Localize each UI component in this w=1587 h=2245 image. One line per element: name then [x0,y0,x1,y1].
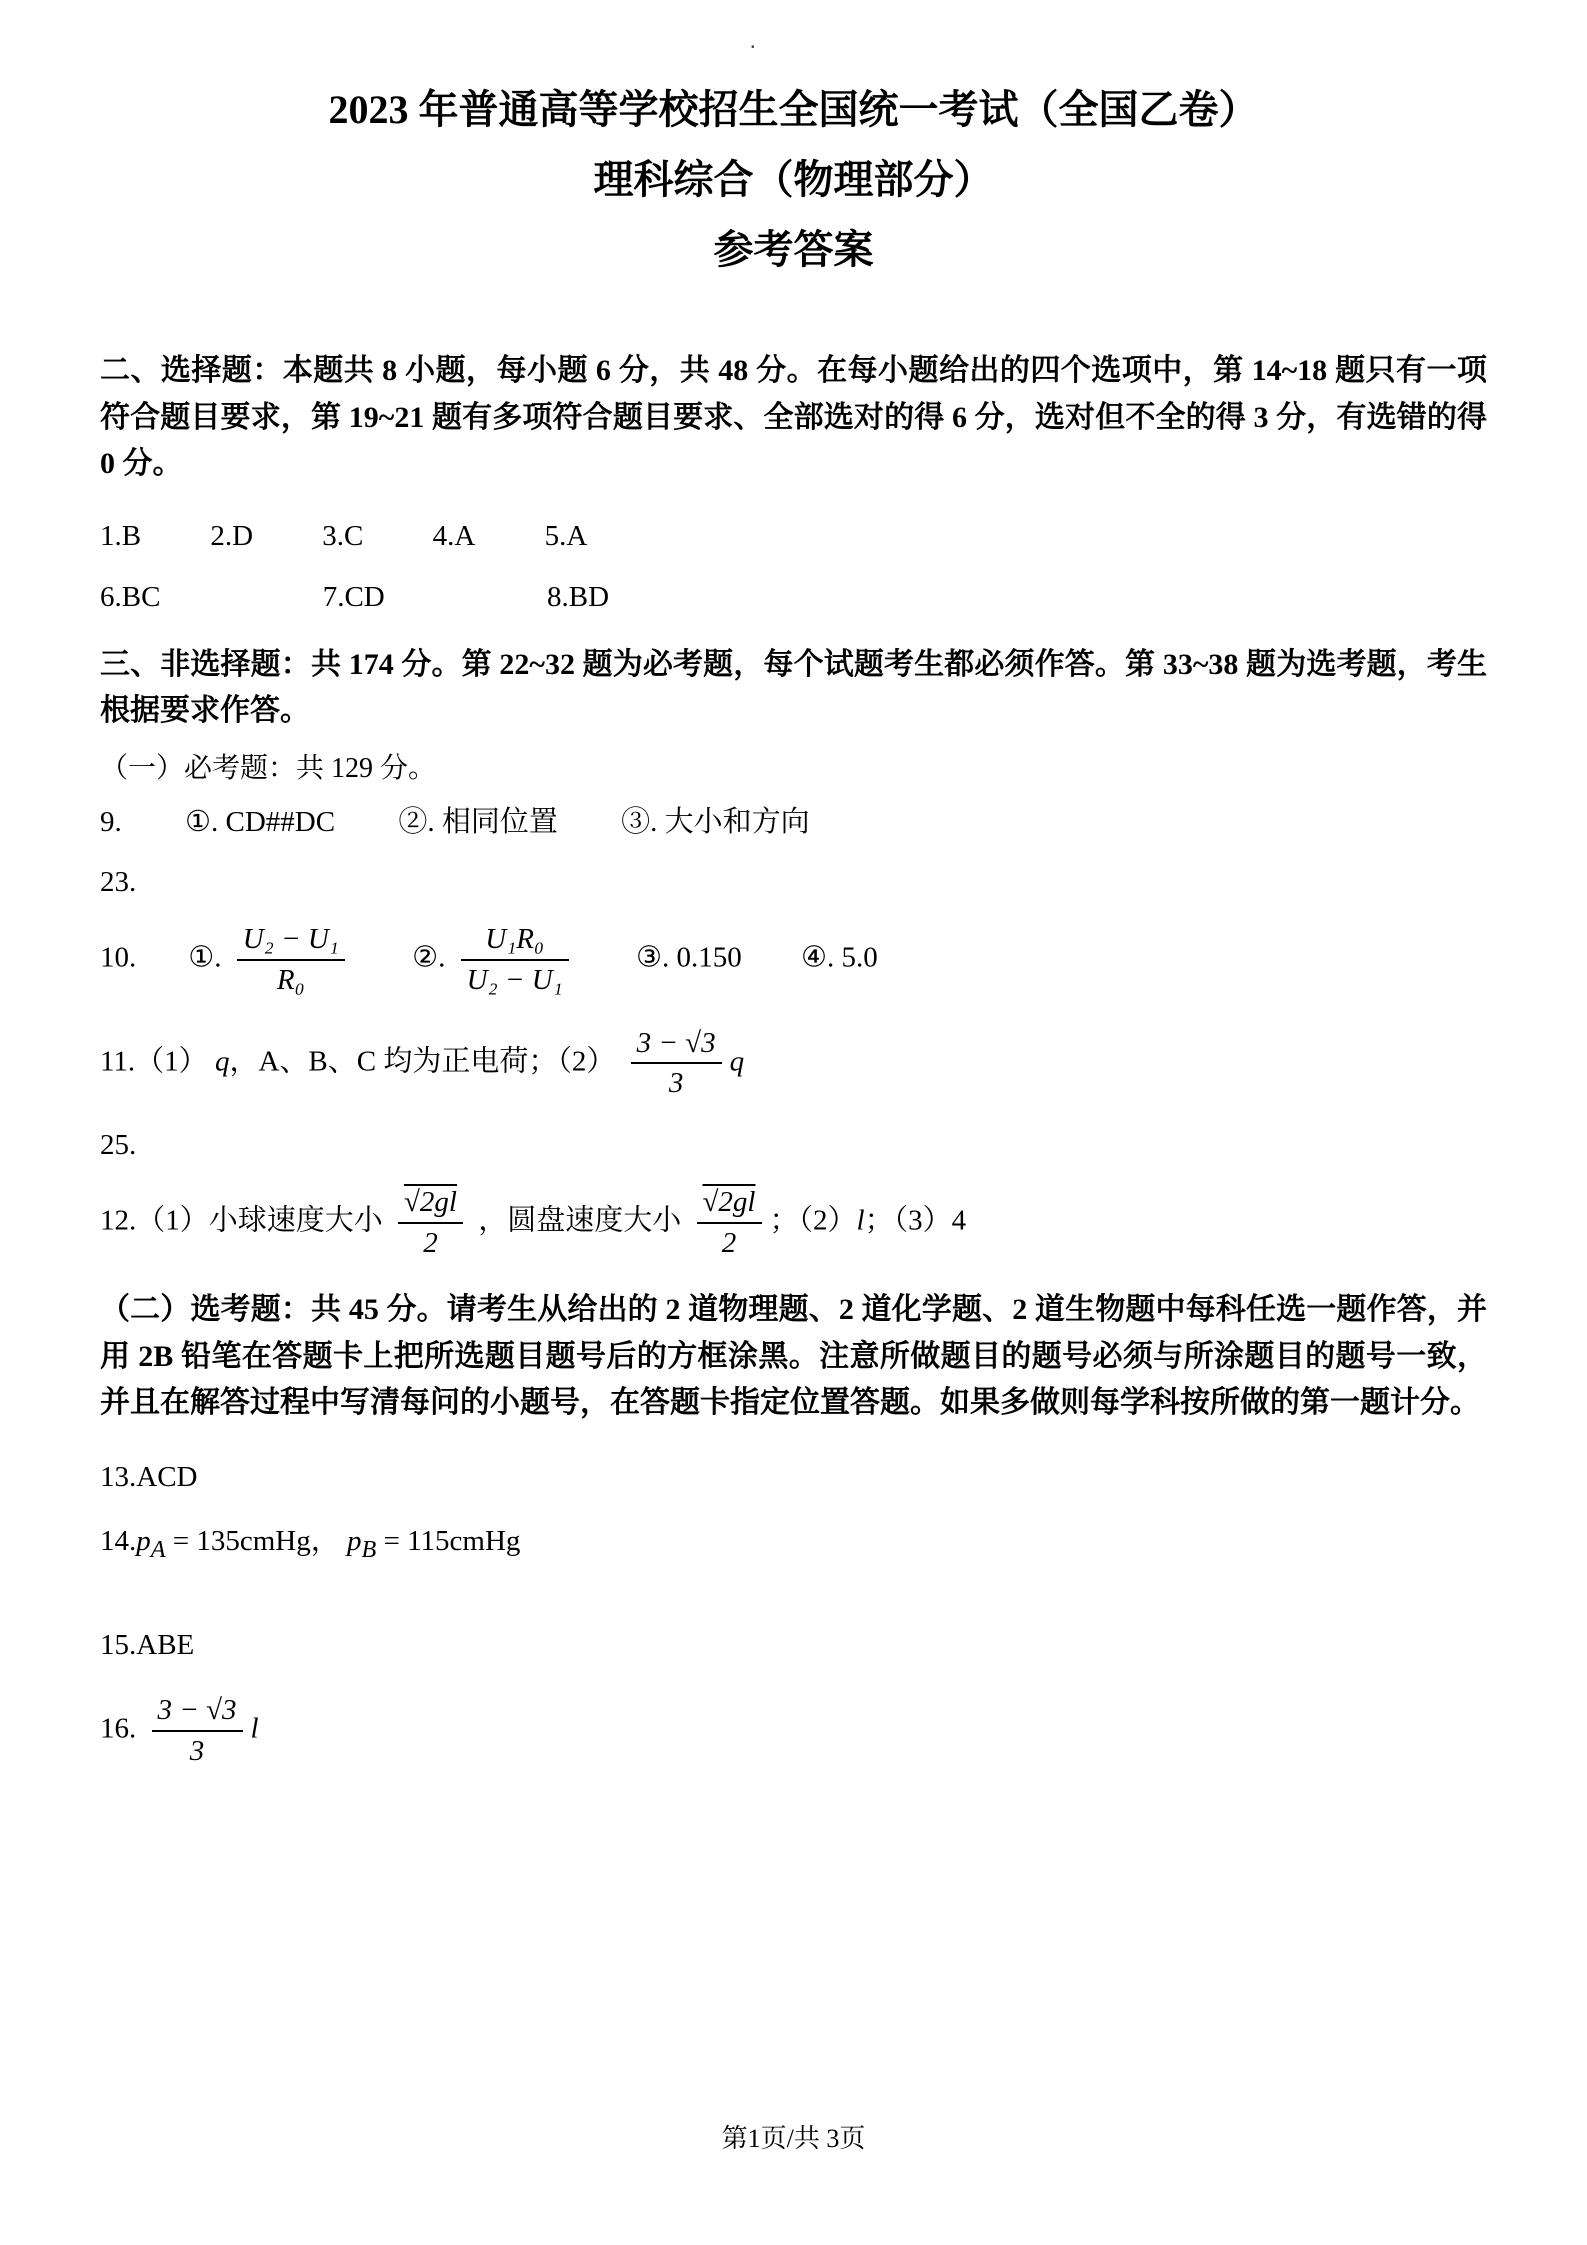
question-14-number: 14. [100,1524,137,1557]
stray-number-25: 25. [100,1129,137,1162]
fraction-denominator: U₂ − U₁ [466,963,563,996]
variable-l: l [856,1204,865,1237]
single-choice-answers-row [100,520,1487,553]
question-12-text-1: 12.（1）小球速度大小 [100,1204,383,1237]
question-16-fraction [152,1693,243,1769]
fraction-denominator: 3 [189,1734,205,1767]
variable-p: p [136,1524,151,1557]
question-10-part-3: ③. 0.150 [636,941,742,974]
question-12-fraction-1 [398,1185,463,1261]
question-9-number: 9. [100,805,122,838]
variable-pA [136,1524,166,1563]
question-9-part-1: ①. CD##DC [185,805,336,838]
subject-title: 理科综合（物理部分） [593,157,994,202]
answer-1: 1.B [100,519,142,552]
comma: ， [310,1524,340,1557]
question-15-answer: 15.ABE [100,1628,195,1661]
subscript-B: B [361,1535,377,1563]
question-12-fraction-2 [697,1185,762,1261]
variable-pB [347,1524,377,1563]
variable-l: l [250,1712,259,1745]
fraction-numerator: 3 − √3 [631,1026,722,1065]
question-10-number: 10. [100,941,137,974]
stray-dot: . [750,28,756,53]
question-9-answer [100,804,1487,840]
question-14-value-1: = 135cmHg [172,1524,311,1557]
question-12-answer [100,1185,1487,1261]
fraction-denominator: 3 [668,1067,684,1100]
question-10-fraction-2 [461,922,569,998]
fraction-denominator: R₀ [276,963,305,996]
elective-section-instructions: （二）选考题：共 45 分。请考生从给出的 2 道物理题、2 道化学题、2 道生物题中每科任选一题作答，并用 2B 铅笔在答题卡上把所选题目题号后的方框涂黑。注意所做题目的题号必须与所涂题目的题号一致，并且在解答过程中写清每问的小题号，在答题卡指定位置答题。如果多做则每学科按所做的第一题计分。 [100,1293,1487,1420]
question-14-answer [100,1523,1487,1565]
question-11-text: ，A、B、C 均为正电荷；（2） [229,1045,616,1078]
question-11-answer [100,1026,1487,1102]
question-9-part-3: ③. 大小和方向 [621,805,810,838]
fraction-numerator: 3 − √3 [152,1693,243,1732]
sqrt-numerator: √2gl [398,1185,463,1224]
non-choice-instructions: 三、非选择题：共 174 分。第 22~32 题为必考题，每个试题考生都必须作答。第 33~38 题为选考题，考生根据要求作答。 [100,647,1487,727]
question-16-answer [100,1693,1487,1769]
question-10-label-1: ①. [188,941,222,974]
question-10-fraction-1 [237,922,345,998]
page-footer: 第1页/共 3页 [721,2124,866,2153]
question-10-label-2: ②. [412,941,446,974]
fraction-numerator: U₂ − U₁ [237,922,345,961]
required-section-header: （一）必考题：共 129 分。 [100,752,437,784]
question-13-answer: 13.ACD [100,1460,198,1493]
answer-7: 7.CD [322,580,385,613]
variable-q: q [214,1045,230,1078]
answer-8: 8.BD [546,580,610,613]
question-12-text-2: ，圆盘速度大小 [478,1204,682,1237]
fraction-denominator: 2 [721,1227,737,1260]
question-16-number: 16. [100,1712,137,1745]
question-10-answer [100,922,1487,998]
question-11-number: 11.（1） [100,1045,208,1078]
fraction-denominator: 2 [423,1227,438,1260]
multi-choice-answers-row [100,581,1487,614]
stray-number-23: 23. [100,865,137,898]
answer-3: 3.C [322,519,364,552]
answer-5: 5.A [544,519,588,552]
question-10-part-4: ④. 5.0 [801,941,878,974]
exam-title: 2023 年普通高等学校招生全国统一考试（全国乙卷） [328,87,1259,132]
question-9-part-2: ②. 相同位置 [398,805,558,838]
answer-6: 6.BC [100,580,161,613]
question-12-text-3: ；（2） [769,1204,857,1237]
answer-4: 4.A [432,519,476,552]
fraction-numerator: U₁R₀ [461,922,569,961]
question-11-fraction [631,1026,722,1102]
answer-key-title: 参考答案 [713,227,874,272]
variable-p: p [347,1524,362,1557]
multiple-choice-instructions: 二、选择题：本题共 8 小题，每小题 6 分，共 48 分。在每小题给出的四个选项中，第 14~18 题只有一项符合题目要求，第 19~21 题有多项符合题目要求、全部选对的得 6 分，选对但不全的得 3 分，有选错的得 0 分。 [100,354,1487,480]
variable-q: q [729,1045,745,1078]
answer-2: 2.D [210,519,254,552]
subscript-A: A [150,1535,166,1563]
question-14-value-2: = 115cmHg [383,1524,521,1557]
question-12-text-4: ；（3）4 [864,1204,967,1237]
sqrt-numerator: √2gl [697,1185,762,1224]
